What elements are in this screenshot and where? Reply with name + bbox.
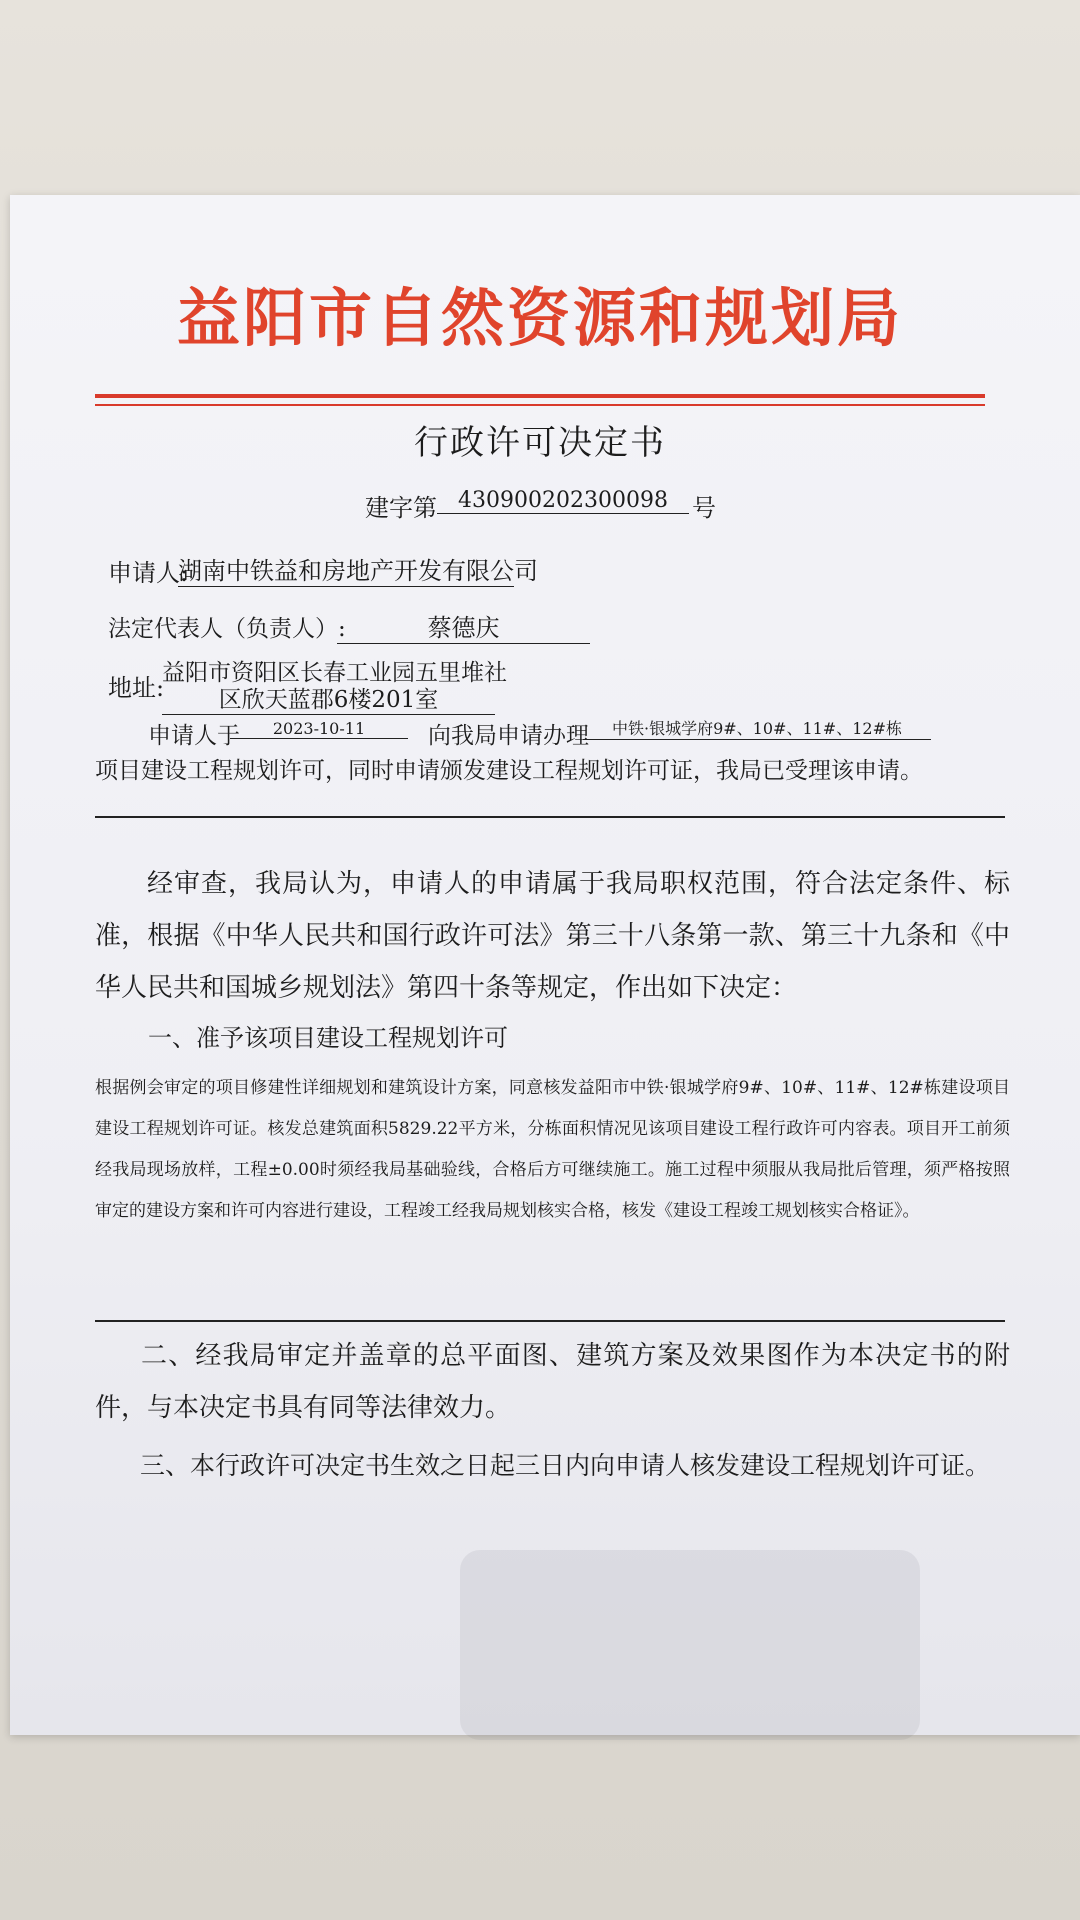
header-red-rule-thin <box>95 404 985 406</box>
address-line-2: 区欣天蓝郡6楼201室 <box>162 681 495 715</box>
section-divider-1 <box>95 816 1005 818</box>
application-project: 中铁·银城学府9#、10#、11#、12#栋 <box>583 716 931 740</box>
section-divider-2 <box>95 1320 1005 1322</box>
item-1-detail: 根据例会审定的项目修建性详细规划和建筑设计方案，同意核发益阳市中铁·银城学府9#、10#、11#、12#栋建设项目建设工程规划许可证。核发总建筑面积5829.22平方米，分栋面积情况见该项目建设工程行政许可内容表。项目开工前须经我局现场放样，工程±0.00时须经我局基础验线，合格后方可继续施工。施工过程中须服从我局批后管理，须严格按照审定的建设方案和许可内容进行建设，工程竣工经我局规划核实合格，核发《建设工程竣工规划核实合格证》。 <box>95 1078 1010 1221</box>
item-2-paragraph: 二、经我局审定并盖章的总平面图、建筑方案及效果图作为本决定书的附件，与本决定书具有同等法律效力。 <box>95 1341 1010 1423</box>
item-3-paragraph: 三、本行政许可决定书生效之日起三日内向申请人核发建设工程规划许可证。 <box>140 1451 991 1480</box>
review-paragraph: 经审查，我局认为，申请人的申请属于我局职权范围，符合法定条件、标准，根据《中华人民共和国行政许可法》第三十八条第一款、第三十九条和《中华人民共和国城乡规划法》第四十条等规定，作出如下决定： <box>95 869 1010 1003</box>
application-date: 2023-10-11 <box>230 719 408 739</box>
document-title: 行政许可决定书 <box>414 423 666 463</box>
applicant-name: 湖南中铁益和房地产开发有限公司 <box>178 551 514 587</box>
agency-header: 益阳市自然资源和规划局 <box>177 282 903 355</box>
legal-rep-label: 法定代表人（负责人）: <box>108 616 346 642</box>
legal-rep-name: 蔡德庆 <box>337 608 590 644</box>
item-1-title: 一、准予该项目建设工程规划许可 <box>148 1024 508 1052</box>
address-line-1: 益阳市资阳区长春工业园五里堆社 <box>162 660 507 686</box>
application-mid: 向我局申请办理 <box>428 723 589 749</box>
application-line-2: 项目建设工程规划许可，同时申请颁发建设工程规划许可证，我局已受理该申请。 <box>95 758 923 784</box>
applicant-label: 申请人: <box>108 559 189 587</box>
header-red-rule <box>95 394 985 398</box>
doc-number: 430900202300098 <box>437 488 689 514</box>
doc-number-suffix: 号 <box>692 494 716 522</box>
address-label: 地址: <box>108 674 165 702</box>
shadow-region <box>460 1550 920 1740</box>
doc-number-prefix: 建字第 <box>365 494 437 522</box>
application-prefix: 申请人于 <box>148 723 240 749</box>
